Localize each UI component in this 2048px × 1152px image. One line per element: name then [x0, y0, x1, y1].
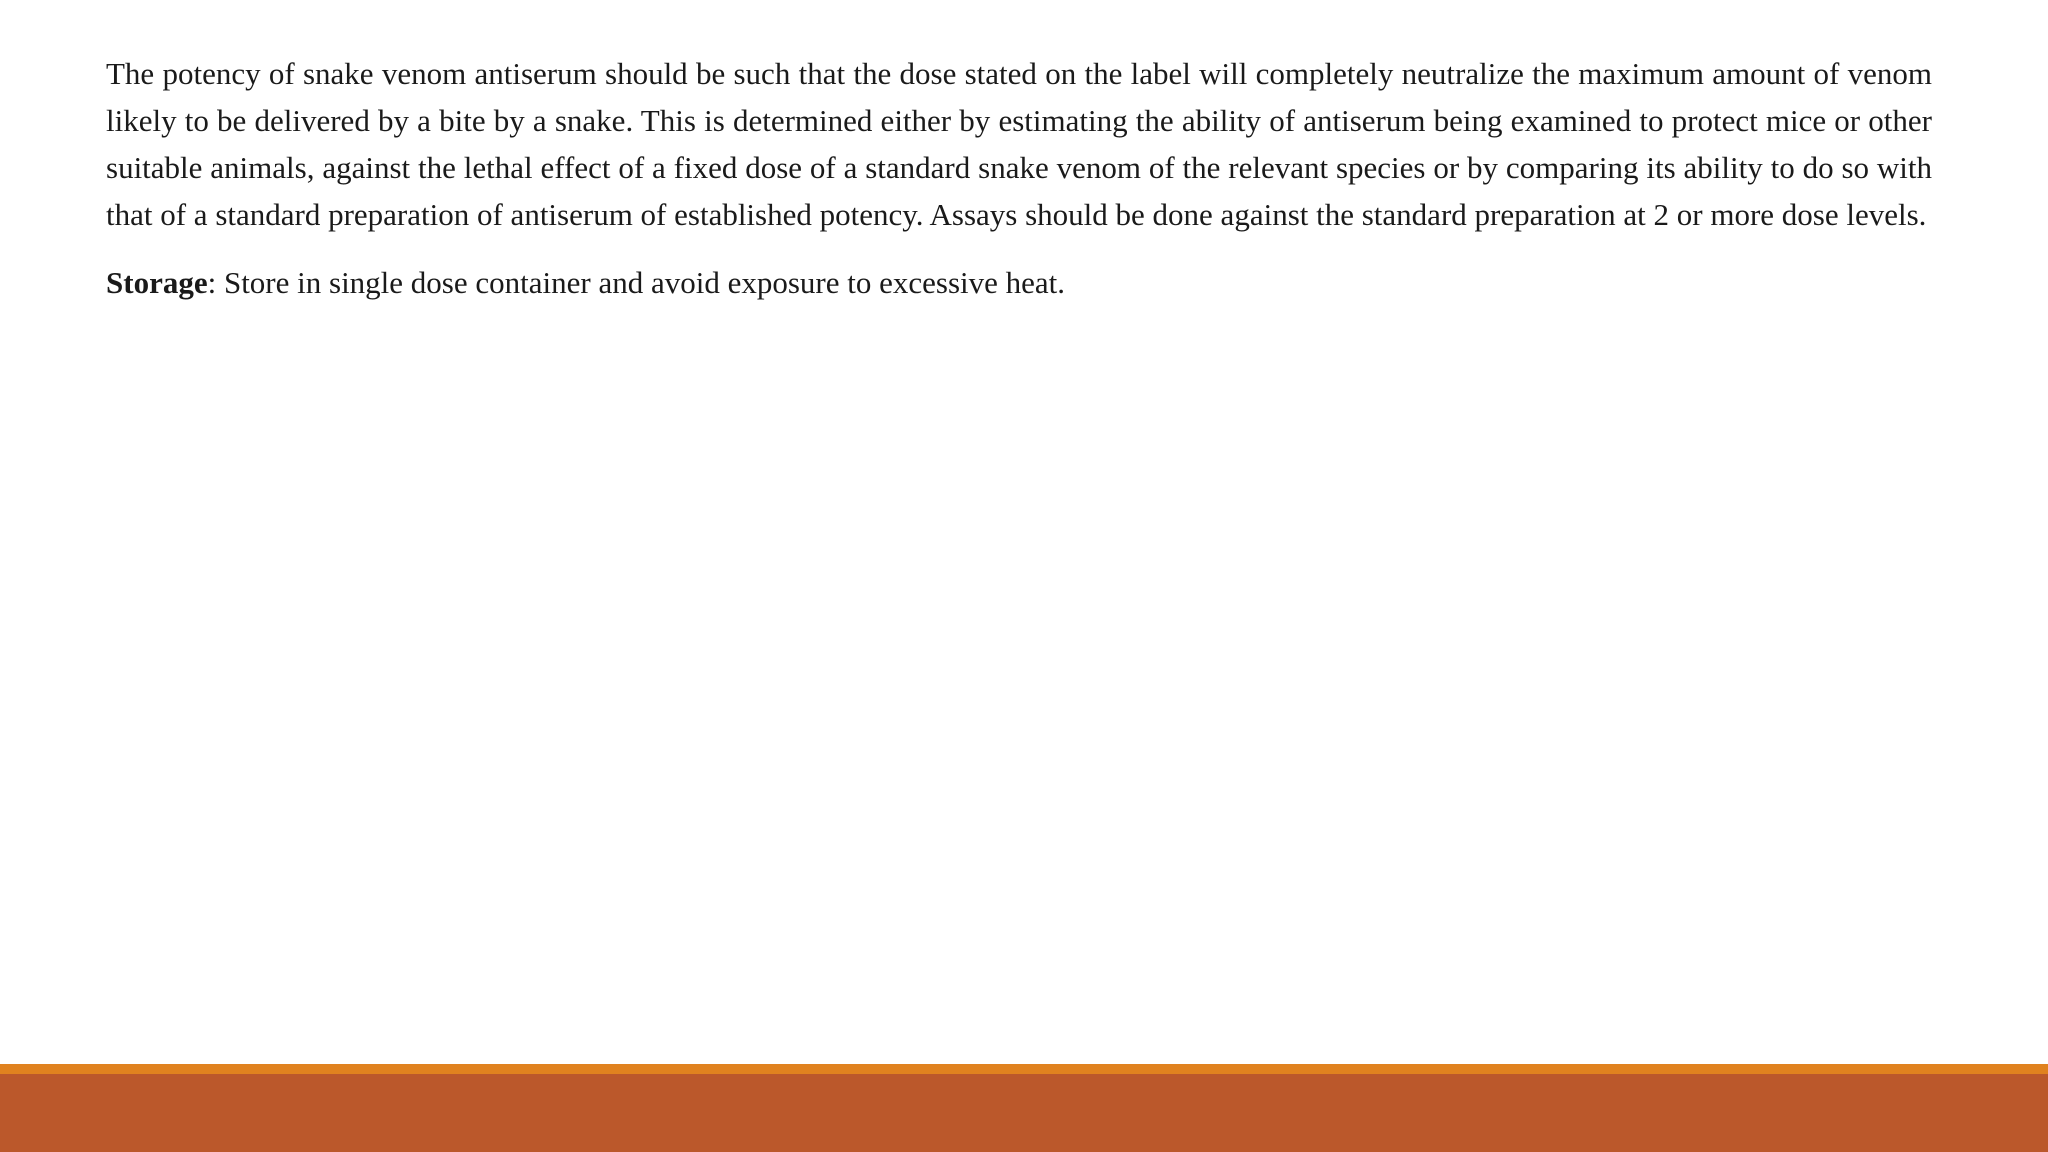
storage-text: : Store in single dose container and avoid exposure to excessive heat.	[207, 265, 1066, 300]
storage-label: Storage	[106, 265, 208, 300]
potency-paragraph: The potency of snake venom antiserum should be such that the dose stated on the label will completely neutralize the maximum amount of venom likely to be delivered by a bite by a snake. This is determined either by estimating the ability of antiserum being examined to protect mice or other suitable animals, against the lethal effect of a fixed dose of a standard snake venom of the relevant species or by comparing its ability to do so with that of a standard preparation of antiserum of established potency. Assays should be done against the standard preparation at 2 or more dose levels.	[106, 56, 1932, 232]
slide-body	[106, 50, 1932, 306]
footer-accent-stripe	[0, 1064, 2048, 1074]
footer-band	[0, 1074, 2048, 1152]
storage-paragraph	[106, 259, 1932, 306]
